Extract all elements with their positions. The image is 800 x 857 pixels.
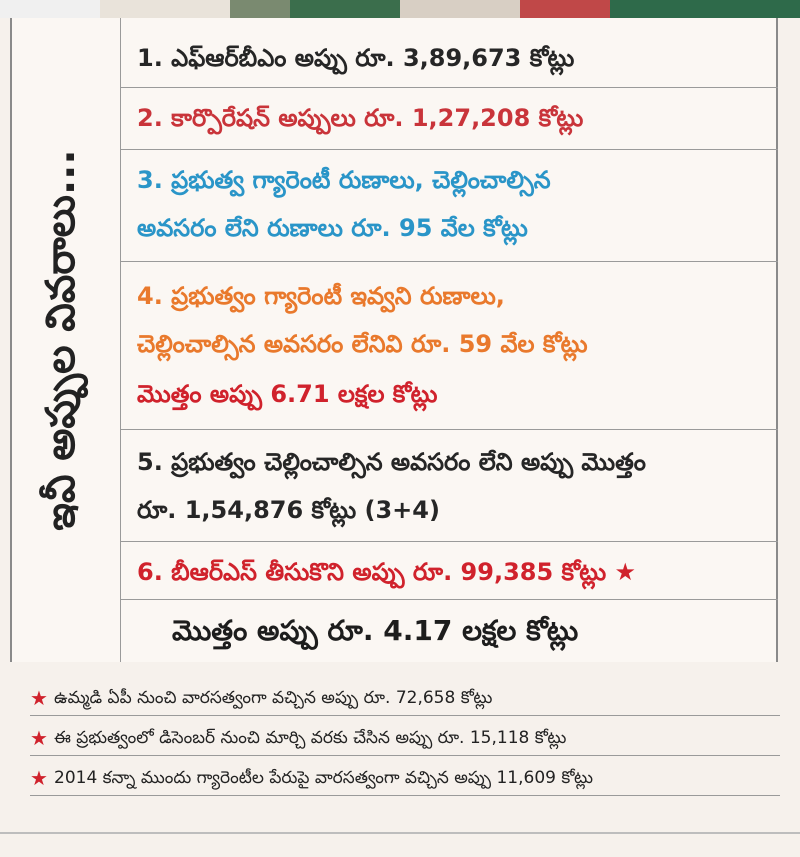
list-item-1 (121, 30, 778, 88)
item-3-line-1: 3. ప్రభుత్వ గ్యారెంటీ రుణాలు, చెల్లించాల్సిన (137, 166, 551, 194)
item-4-subtotal: మొత్తం అప్పు 6.71 లక్షల కోట్లు (137, 380, 438, 408)
item-5-line-2: రూ. 1,54,876 కోట్లు (3+4) (137, 496, 440, 524)
item-1-line-1: 1. ఎఫ్‌ఆర్‌బీఎం అప్పు రూ. 3,89,673 కోట్లు (137, 44, 575, 72)
list-item-5 (121, 430, 778, 542)
footnote-1 (30, 682, 780, 716)
star-icon: ★ (30, 726, 48, 750)
item-6-line-1: 6. బీఆర్‌ఎస్‌ తీసుకొని అప్పు రూ. 99,385 కోట్లు ★ (137, 558, 637, 586)
list-item-3 (121, 150, 778, 262)
side-title-text: ఇవీ అప్పుల వివరాలు... (38, 149, 84, 531)
footnote-2-text: ఈ ప్రభుత్వంలో డిసెంబర్‌ నుంచి మార్చి వరకు చేసిన అప్పు రూ. 15,118 కోట్లు (54, 728, 567, 748)
item-5-line-1: 5. ప్రభుత్వం చెల్లించాల్సిన అవసరం లేని అప్పు మొత్తం (137, 448, 646, 476)
footnote-1-text: ఉమ్మడి ఏపీ నుంచి వారసత్వంగా వచ్చిన అప్పు రూ. 72,658 కోట్లు (54, 688, 493, 708)
star-icon: ★ (30, 766, 48, 790)
list-item-6 (121, 542, 778, 600)
footnote-3-text: 2014 కన్నా ముందు గ్యారెంటీల పేరుపై వారసత్వంగా వచ్చిన అప్పు 11,609 కోట్లు (54, 768, 593, 788)
side-title (12, 18, 120, 662)
footnote-2 (30, 722, 780, 756)
grand-total: మొత్తం అప్పు రూ. 4.17 లక్షల కోట్లు (172, 614, 579, 647)
list-item-2 (121, 88, 778, 150)
item-3-line-2: అవసరం లేని రుణాలు రూ. 95 వేల కోట్లు (137, 214, 528, 242)
item-4-line-1: 4. ప్రభుత్వం గ్యారెంటీ ఇవ్వని రుణాలు, (137, 282, 505, 310)
header-photo-strip (0, 0, 800, 18)
bottom-divider (0, 832, 800, 834)
item-2-line-1: 2. కార్పొరేషన్‌ అప్పులు రూ. 1,27,208 కోట్లు (137, 104, 584, 132)
list-item-4 (121, 262, 778, 430)
star-icon: ★ (30, 686, 48, 710)
footnote-3 (30, 762, 780, 796)
item-4-line-2: చెల్లించాల్సిన అవసరం లేనివి రూ. 59 వేల కోట్లు (137, 330, 588, 358)
